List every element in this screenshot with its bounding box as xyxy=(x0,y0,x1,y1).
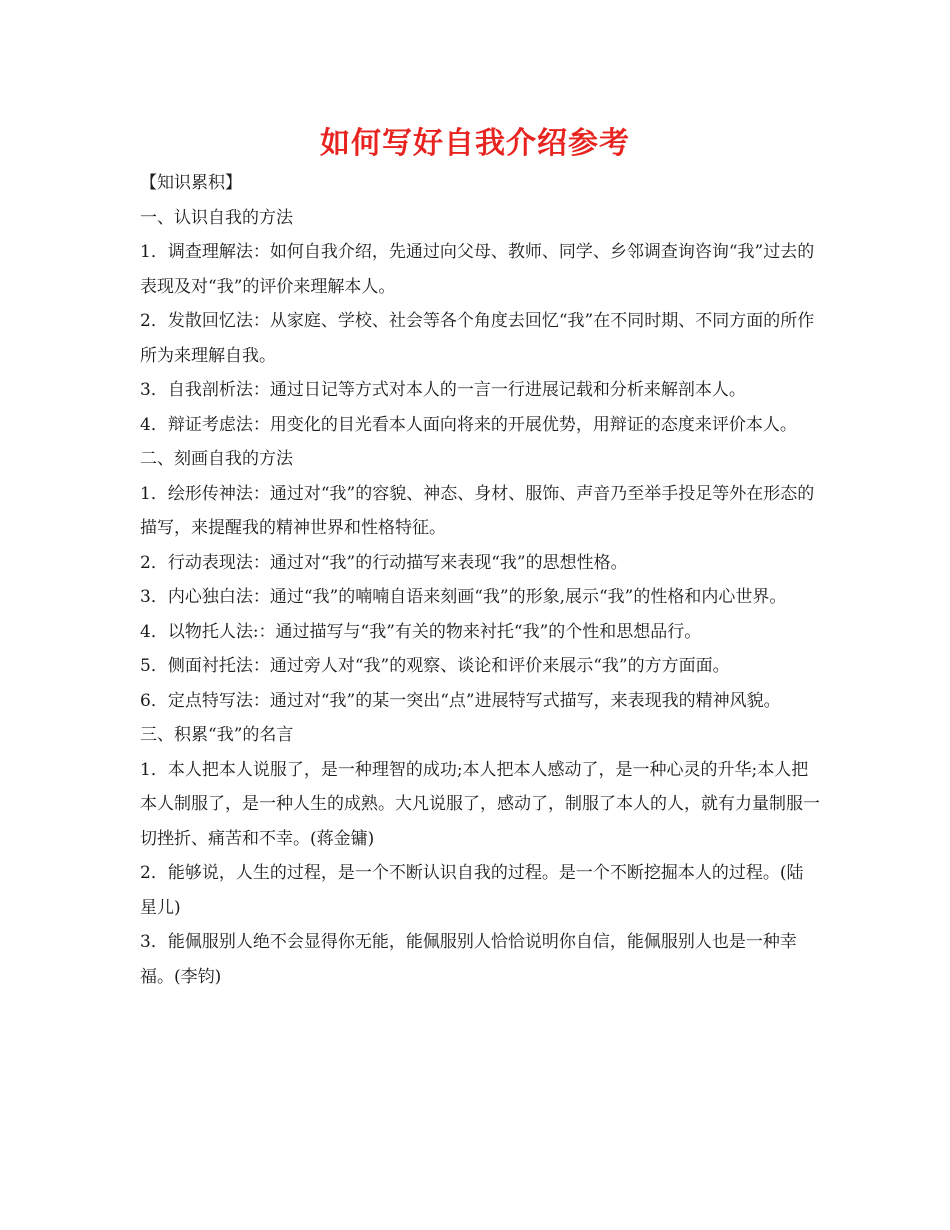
paragraph: 2．行动表现法：通过对“我”的行动描写来表现“我”的思想性格。 xyxy=(140,552,628,573)
section-heading: 一、认识自我的方法 xyxy=(140,207,293,228)
paragraph: 1．本人把本人说服了，是一种理智的成功;本人把本人感动了，是一种心灵的升华;本人把本人制服了，是一种人生的成熟。大凡说服了，感动了，制服了本人的人，就有力量制服一切挫折、痛苦和不幸。(蒋金镛) xyxy=(140,759,820,849)
paragraph: 5．侧面衬托法：通过旁人对“我”的观察、谈论和评价来展示“我”的方方面面。 xyxy=(140,656,730,676)
paragraph: 3．自我剖析法：通过日记等方式对本人的一言一行进展记载和分析来解剖本人。 xyxy=(140,380,746,400)
section-heading: 二、刻画自我的方法 xyxy=(140,449,293,469)
paragraph: 1．绘形传神法：通过对“我”的容貌、神态、身材、服饰、声音乃至举手投足等外在形态的描写，来提醒我的精神世界和性格特征。 xyxy=(140,483,815,538)
paragraph: 4．辩证考虑法：用变化的目光看本人面向将来的开展优势，用辩证的态度来评价本人。 xyxy=(140,414,797,435)
paragraph: 1．调查理解法：如何自我介绍，先通过向父母、教师、同学、乡邻调查询咨询“我”过去的表现及对“我”的评价来理解本人。 xyxy=(140,242,815,297)
paragraph: 2．发散回忆法：从家庭、学校、社会等各个角度去回忆“我”在不同时期、不同方面的所作所为来理解自我。 xyxy=(140,311,815,366)
section-heading: 三、积累“我”的名言 xyxy=(140,725,294,745)
document-body xyxy=(140,166,820,994)
paragraph: 6．定点特写法：通过对“我”的某一突出“点”进展特写式描写，来表现我的精神风貌。 xyxy=(140,690,781,711)
paragraph: 2．能够说，人生的过程，是一个不断认识自我的过程。是一个不断挖掘本人的过程。(陆星儿) xyxy=(140,863,804,918)
page-title: 如何写好自我介绍参考 xyxy=(320,126,630,161)
paragraph: 4．以物托人法:：通过描写与“我”有关的物来衬托“我”的个性和思想品行。 xyxy=(140,621,702,642)
paragraph: 3．能佩服别人绝不会显得你无能，能佩服别人恰恰说明你自信，能佩服别人也是一种幸福。(李钧) xyxy=(140,932,797,987)
paragraph: 3．内心独白法：通过“我”的喃喃自语来刻画“我”的形象,展示“我”的性格和内心世界。 xyxy=(140,587,787,607)
section-label: 【知识累积】 xyxy=(140,173,242,193)
